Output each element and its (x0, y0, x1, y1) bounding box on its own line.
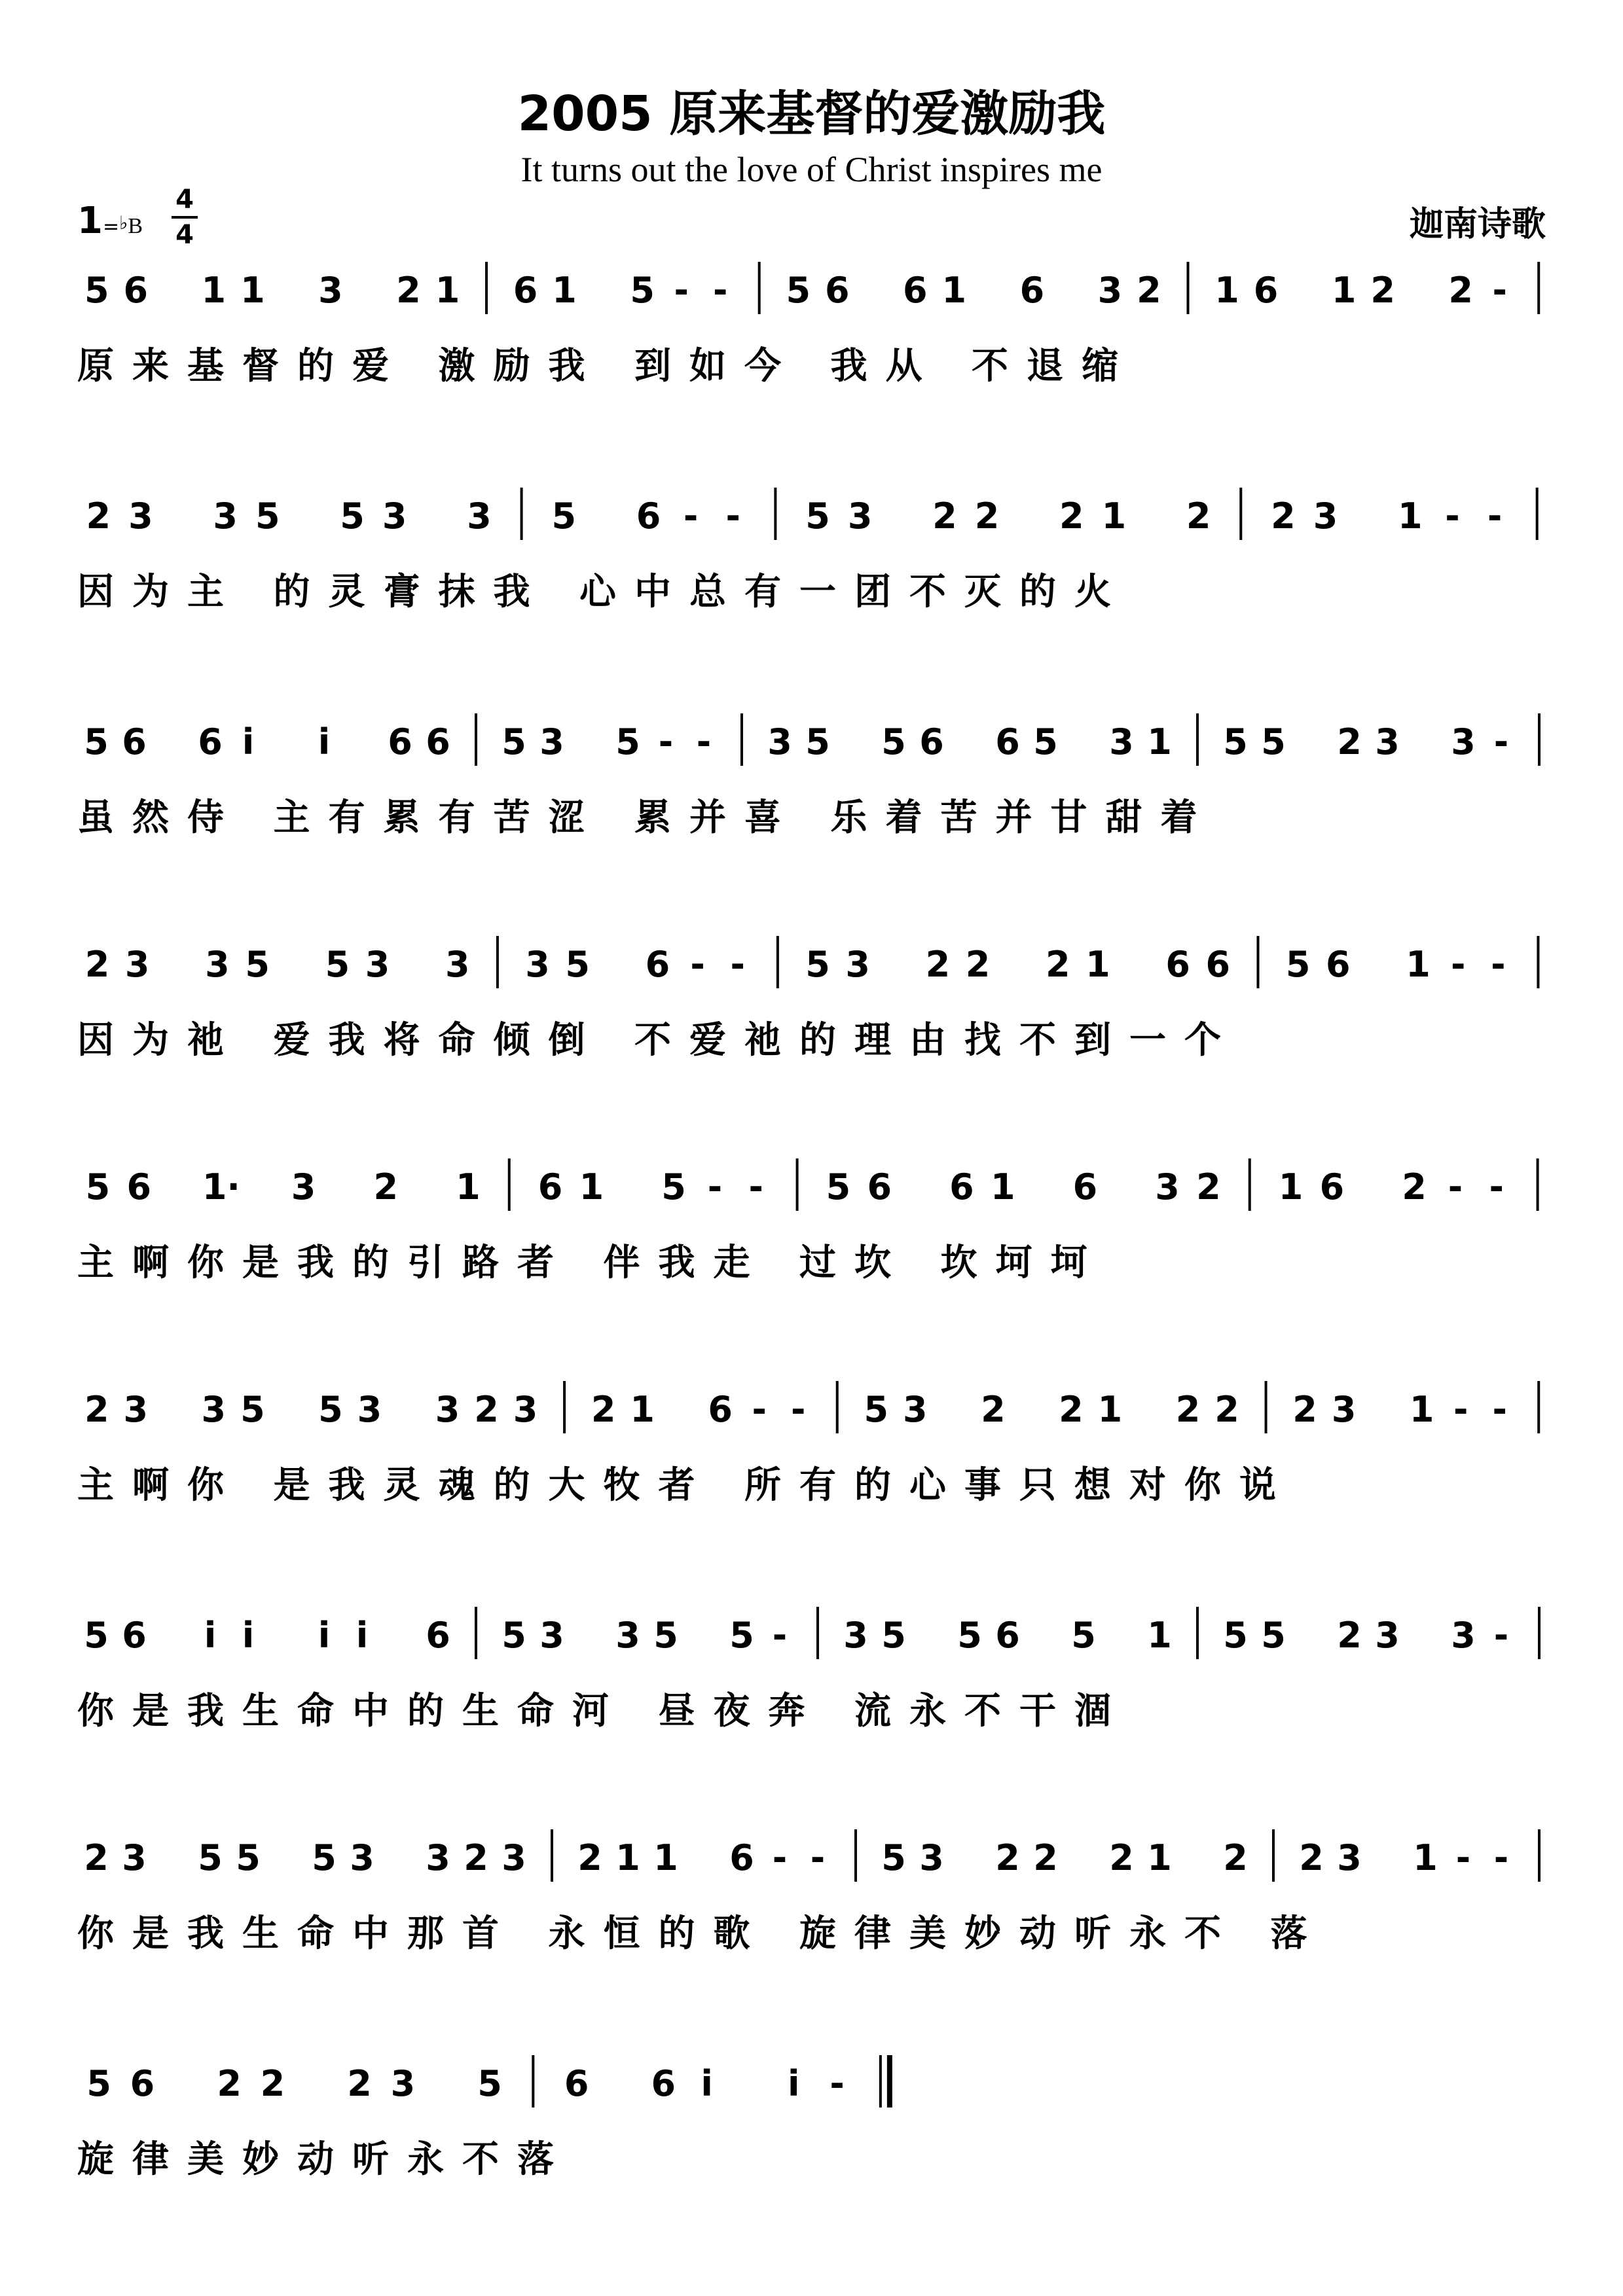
note: 2 (1196, 1166, 1221, 1208)
note: 6 (1253, 270, 1279, 311)
note: 1 (1278, 1166, 1304, 1208)
note: 1 (240, 270, 265, 311)
hold-dash: - (1492, 270, 1507, 311)
note: 2 (1186, 495, 1211, 537)
note: 1 (1097, 1389, 1123, 1430)
hold-dash: - (772, 1615, 788, 1656)
key-signature (77, 200, 143, 242)
note: 3 (919, 1837, 944, 1878)
hold-dash: - (752, 1389, 767, 1430)
note: 3 (513, 1389, 538, 1430)
note: 5 (236, 1837, 261, 1878)
note: 5 (1223, 721, 1248, 762)
note: 3 (903, 1389, 928, 1430)
note: 1 (1147, 1615, 1172, 1656)
note: 2 (974, 495, 1000, 537)
meter-divider (172, 216, 198, 219)
note: 2 (1033, 1837, 1058, 1878)
key-tonic: 1 (77, 200, 103, 242)
hold-dash: - (1487, 495, 1503, 537)
note: 3 (205, 944, 230, 985)
note: 3 (426, 1837, 450, 1878)
note: 6 (1319, 1166, 1345, 1208)
note: 2 (1337, 721, 1362, 762)
note: 5 (805, 721, 830, 762)
hold-dash: - (658, 721, 674, 762)
note: 3 (843, 1615, 868, 1656)
note: 1 (630, 1389, 655, 1430)
note: 2 (591, 1389, 616, 1430)
note: 2 (965, 944, 991, 985)
note: i (318, 721, 331, 762)
note: 2 (577, 1837, 602, 1878)
hold-dash: - (707, 1166, 723, 1208)
note: 5 (551, 495, 577, 537)
note: 6 (903, 270, 928, 311)
note: 2 (1046, 944, 1070, 985)
hold-dash: - (748, 1166, 763, 1208)
note: 1 (1147, 721, 1172, 762)
hold-dash: - (674, 270, 689, 311)
note: 2 (932, 495, 957, 537)
note: 2 (373, 1166, 399, 1208)
note: 6 (1205, 944, 1231, 985)
note: 6 (824, 270, 850, 311)
note: 5 (1261, 1615, 1286, 1656)
note: 6 (198, 721, 223, 762)
note: 1 (1331, 270, 1357, 311)
note: i (242, 1615, 255, 1656)
note: 2 (1109, 1837, 1134, 1878)
note: 2 (1448, 270, 1473, 311)
note: 6 (636, 495, 661, 537)
note: 5 (805, 495, 830, 537)
note: 6 (126, 1166, 152, 1208)
note: 3 (1375, 1615, 1400, 1656)
note: 6 (651, 2063, 676, 2104)
note: 2 (1337, 1615, 1362, 1656)
note: 5 (84, 270, 109, 311)
note: i (242, 721, 255, 762)
hold-dash: - (830, 2063, 845, 2104)
note: 5 (805, 944, 830, 985)
note: 5 (325, 944, 350, 985)
note: 5 (477, 2063, 502, 2104)
hold-dash: - (1445, 495, 1460, 537)
note: 2 (347, 2063, 372, 2104)
note: 3 (467, 495, 492, 537)
note: 2 (396, 270, 421, 311)
lyric-line: 主啊你是我的引路者 伴我走 过坎 坎坷坷 (77, 1242, 1106, 1284)
note: 6 (867, 1166, 892, 1208)
hold-dash: - (1491, 944, 1506, 985)
note: 2 (260, 2063, 285, 2104)
note: i (318, 1615, 331, 1656)
note: 1 (1398, 495, 1423, 537)
note: 6 (1072, 1166, 1098, 1208)
lyric-line: 你是我生命中那首 永恒的歌 旋律美妙动听永不 落 (77, 1912, 1326, 1955)
note: 3 (1451, 1615, 1476, 1656)
hold-dash: - (1453, 1389, 1468, 1430)
note: 5 (881, 721, 906, 762)
note: 5 (565, 944, 590, 985)
song-subtitle: It turns out the love of Christ inspires me (520, 150, 1103, 189)
note: 6 (123, 270, 149, 311)
note: 3 (845, 944, 870, 985)
note: 5 (957, 1615, 982, 1656)
note: 5 (240, 1389, 265, 1430)
note: 1 (653, 1837, 678, 1878)
hold-dash: - (1450, 944, 1466, 985)
note: 3 (1313, 495, 1338, 537)
note: 2 (981, 1389, 1006, 1430)
note: 5 (86, 2063, 111, 2104)
hold-dash: - (1493, 1615, 1509, 1656)
note: 6 (122, 721, 147, 762)
note: 1 (552, 270, 577, 311)
note: 3 (365, 944, 390, 985)
note: 2 (1402, 1166, 1427, 1208)
note: 6 (538, 1166, 563, 1208)
note: 1 (941, 270, 967, 311)
note: 2 (84, 1389, 109, 1430)
note: 2 (464, 1837, 488, 1878)
note: 6 (919, 721, 944, 762)
hold-dash: - (772, 1837, 788, 1878)
note: 5 (245, 944, 270, 985)
note: 3 (501, 1837, 526, 1878)
note: 2 (474, 1389, 499, 1430)
note: 1 (1147, 1837, 1172, 1878)
note: 5 (340, 495, 365, 537)
note: 5 (501, 721, 526, 762)
note: 3 (382, 495, 407, 537)
note: 3 (1337, 1837, 1362, 1878)
note: 3 (350, 1837, 374, 1878)
key-letter: B (128, 214, 143, 238)
note: 5 (881, 1837, 906, 1878)
note: 5 (1033, 721, 1058, 762)
note: 1 (1409, 1389, 1434, 1430)
note: 5 (653, 1615, 678, 1656)
note: 6 (995, 721, 1020, 762)
note: 2 (84, 1837, 109, 1878)
note-line (77, 1368, 1558, 1446)
note: 3 (390, 2063, 416, 2104)
note: 5 (630, 270, 655, 311)
note-line (77, 923, 1558, 1001)
note: 6 (1325, 944, 1351, 985)
note: 1 (1085, 944, 1110, 985)
note: 1 (456, 1166, 481, 1208)
note: 5 (1071, 1615, 1096, 1656)
note: 6 (645, 944, 670, 985)
note: 5 (826, 1166, 851, 1208)
hold-dash: - (1448, 1166, 1463, 1208)
hold-dash: - (1489, 1166, 1504, 1208)
note: 6 (564, 2063, 589, 2104)
hold-dash: - (730, 944, 745, 985)
note: 1 (1214, 270, 1239, 311)
note: 1 (1101, 495, 1127, 537)
note: 6 (130, 2063, 155, 2104)
note: 6 (426, 1615, 450, 1656)
note: i (787, 2063, 800, 2104)
note: 3 (201, 1389, 227, 1430)
note: 5 (1285, 944, 1311, 985)
note: 5 (615, 721, 640, 762)
note: 6 (426, 721, 450, 762)
note: 6 (513, 270, 538, 311)
hold-dash: - (725, 495, 740, 537)
note: 3 (767, 721, 792, 762)
hold-dash: - (810, 1837, 826, 1878)
note-line (77, 1816, 1558, 1895)
note: i (701, 2063, 713, 2104)
note: 5 (85, 1166, 111, 1208)
note: 3 (357, 1389, 382, 1430)
lyric-line: 因为主 的灵膏抹我 心中总有一团不灭的火 (77, 571, 1129, 613)
note: 2 (1299, 1837, 1324, 1878)
note: 3 (1375, 721, 1400, 762)
note: 3 (525, 944, 550, 985)
note: 5 (881, 1615, 906, 1656)
note: 5 (501, 1615, 526, 1656)
note: 2 (1292, 1389, 1317, 1430)
note: 3 (1155, 1166, 1180, 1208)
hold-dash: - (791, 1389, 806, 1430)
note-line (77, 249, 1558, 327)
note: 3 (1109, 721, 1134, 762)
hold-dash: - (712, 270, 728, 311)
note-line (77, 475, 1558, 553)
lyric-line: 因为祂 爱我将命倾倒 不爱祂的理由找不到一个 (77, 1019, 1239, 1062)
hold-dash: - (690, 944, 705, 985)
lyric-line: 你是我生命中的生命河 昼夜奔 流永不干涸 (77, 1690, 1129, 1732)
note: 6 (708, 1389, 733, 1430)
note: 2 (1271, 495, 1296, 537)
note: 3 (1097, 270, 1123, 311)
note: 5 (84, 721, 109, 762)
note: 1 (579, 1166, 604, 1208)
lyric-line: 主啊你 是我灵魂的大牧者 所有的心事只想对你说 (77, 1464, 1294, 1507)
note: 5 (661, 1166, 686, 1208)
note: 6 (949, 1166, 974, 1208)
note: 6 (388, 721, 412, 762)
note: 6 (995, 1615, 1020, 1656)
author: 迦南诗歌 (1409, 205, 1546, 244)
hold-dash: - (1455, 1837, 1471, 1878)
note: 5 (255, 495, 280, 537)
hold-dash: - (683, 495, 699, 537)
note: 2 (1137, 270, 1161, 311)
hold-dash: - (1493, 1837, 1509, 1878)
note: 6 (122, 1615, 147, 1656)
note: 1 (1406, 944, 1431, 985)
note: 3 (539, 721, 564, 762)
key-flat: ♭ (119, 212, 128, 234)
note: 2 (925, 944, 951, 985)
note: 2 (86, 495, 111, 537)
note: 5 (84, 1615, 109, 1656)
note: 1· (202, 1166, 240, 1208)
note: 5 (318, 1389, 343, 1430)
note: 2 (1223, 1837, 1248, 1878)
note: 3 (128, 495, 153, 537)
note-line (77, 1594, 1558, 1672)
note: 2 (995, 1837, 1020, 1878)
hold-dash: - (1492, 1389, 1507, 1430)
note: 3 (318, 270, 343, 311)
note: 3 (1331, 1389, 1357, 1430)
note: 3 (445, 944, 470, 985)
hold-dash: - (696, 721, 712, 762)
note: 2 (1214, 1389, 1239, 1430)
lyric-line: 原来基督的爱 激励我 到如今 我从 不退缩 (77, 345, 1137, 387)
note: 5 (1261, 721, 1286, 762)
note: 3 (123, 1389, 149, 1430)
note: 2 (84, 944, 110, 985)
note: 2 (1175, 1389, 1201, 1430)
note: 1 (201, 270, 227, 311)
note: 2 (1370, 270, 1395, 311)
hold-dash: - (1493, 721, 1509, 762)
note: 3 (291, 1166, 316, 1208)
note: 2 (1059, 1389, 1084, 1430)
note: 1 (1413, 1837, 1438, 1878)
note: 5 (1223, 1615, 1248, 1656)
key-equals: = (102, 215, 120, 238)
note: 3 (124, 944, 150, 985)
note: 5 (312, 1837, 337, 1878)
time-signature (172, 185, 198, 250)
song-title: 2005 原来基督的爱激励我 (517, 86, 1106, 142)
note: 5 (198, 1837, 223, 1878)
meter-bottom: 4 (175, 220, 194, 250)
note: 3 (213, 495, 238, 537)
note: 3 (539, 1615, 564, 1656)
note: 1 (435, 270, 460, 311)
note: 2 (1059, 495, 1084, 537)
lyric-line: 旋律美妙动听永不落 (77, 2138, 572, 2181)
note: 5 (864, 1389, 889, 1430)
note: 1 (990, 1166, 1015, 1208)
note: 3 (1451, 721, 1476, 762)
meter-top: 4 (175, 185, 194, 215)
note: 5 (729, 1615, 754, 1656)
note-line (77, 2042, 1558, 2121)
note: 3 (847, 495, 873, 537)
note-line (77, 700, 1558, 779)
note: 2 (217, 2063, 242, 2104)
note: 6 (729, 1837, 754, 1878)
note: i (204, 1615, 217, 1656)
note: 5 (786, 270, 811, 311)
note: 3 (435, 1389, 460, 1430)
note: 3 (122, 1837, 147, 1878)
lyric-line: 虽然侍 主有累有苦涩 累并喜 乐着苦并甘甜着 (77, 797, 1216, 839)
note: 6 (1165, 944, 1191, 985)
note: i (356, 1615, 369, 1656)
note: 3 (615, 1615, 640, 1656)
note-line (77, 1145, 1558, 1224)
note: 6 (1019, 270, 1045, 311)
note: 1 (615, 1837, 640, 1878)
